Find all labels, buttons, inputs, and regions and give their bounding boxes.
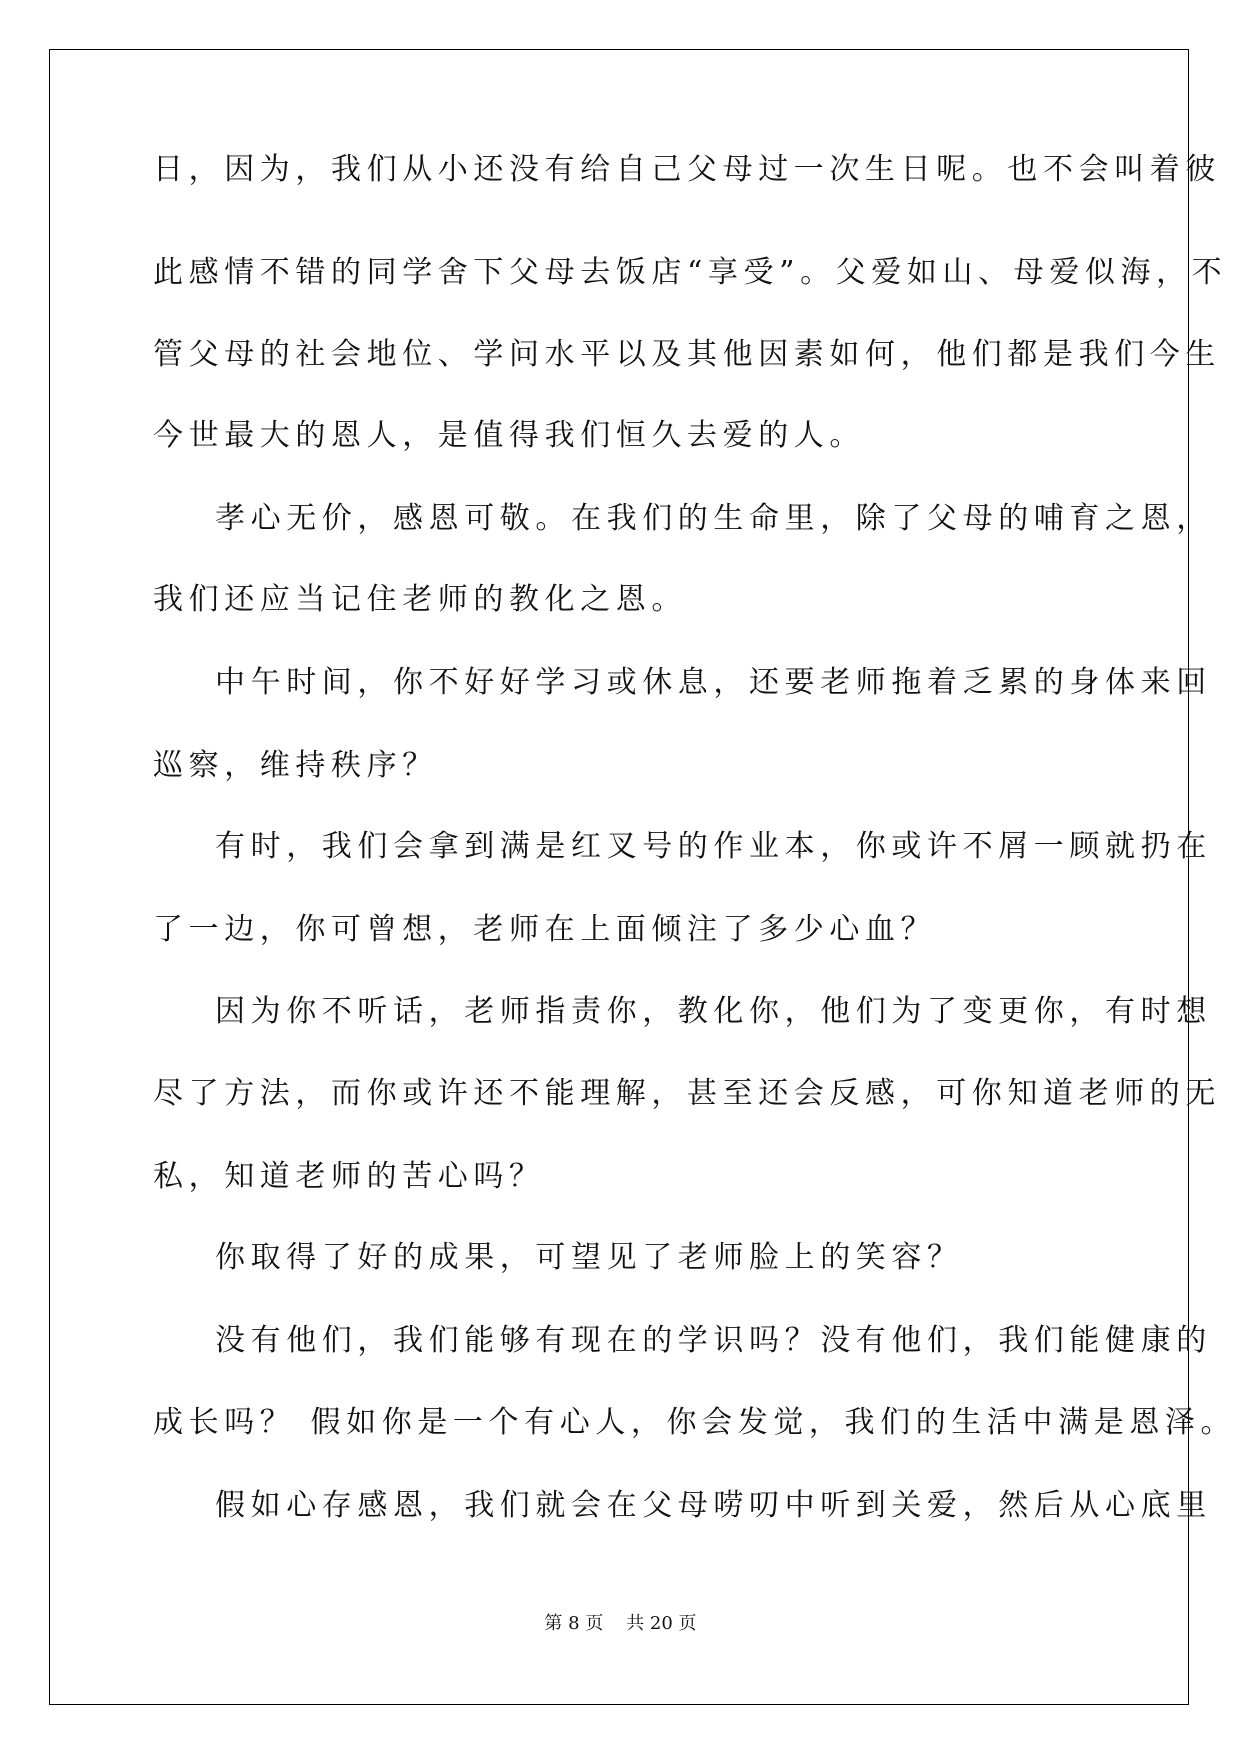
text-line: 孝心无价，感恩可敬。在我们的生命里，除了父母的哺育之恩， (215, 501, 1212, 536)
text-line: 假如心存感恩，我们就会在父母唠叨中听到关爱，然后从心底里 (215, 1488, 1212, 1523)
text-line: 因为你不听话，老师指责你，教化你，他们为了变更你，有时想 (215, 994, 1212, 1029)
text-line: 有时，我们会拿到满是红叉号的作业本，你或许不屑一顾就扔在 (215, 829, 1212, 864)
text-line: 你取得了好的成果，可望见了老师脸上的笑容？ (215, 1240, 963, 1275)
text-line: 成长吗？ 假如你是一个有心人，你会发觉，我们的生活中满是恩泽。 (153, 1405, 1237, 1440)
page-number-footer: 第 8 页 共 20 页 (544, 1613, 697, 1634)
text-line: 了一边，你可曾想，老师在上面倾注了多少心血？ (153, 912, 937, 947)
text-line: 尽了方法，而你或许还不能理解，甚至还会反感，可你知道老师的无 (153, 1076, 1221, 1111)
text-line: 中午时间，你不好好学习或休息，还要老师拖着乏累的身体来回 (215, 665, 1212, 700)
text-line: 今世最大的恩人，是值得我们恒久去爱的人。 (153, 418, 865, 453)
text-line: 私，知道老师的苦心吗？ (153, 1159, 545, 1194)
text-line: 巡察，维持秩序？ (153, 748, 438, 783)
text-line: 我们还应当记住老师的教化之恩。 (153, 582, 687, 617)
text-line: 日，因为，我们从小还没有给自己父母过一次生日呢。也不会叫着彼 (153, 152, 1221, 187)
text-line: 此感情不错的同学舍下父母去饭店“享受”。父爱如山、母爱似海，不 (153, 255, 1228, 290)
text-line: 没有他们，我们能够有现在的学识吗？没有他们，我们能健康的 (215, 1323, 1212, 1358)
text-line: 管父母的社会地位、学问水平以及其他因素如何，他们都是我们今生 (153, 337, 1221, 372)
